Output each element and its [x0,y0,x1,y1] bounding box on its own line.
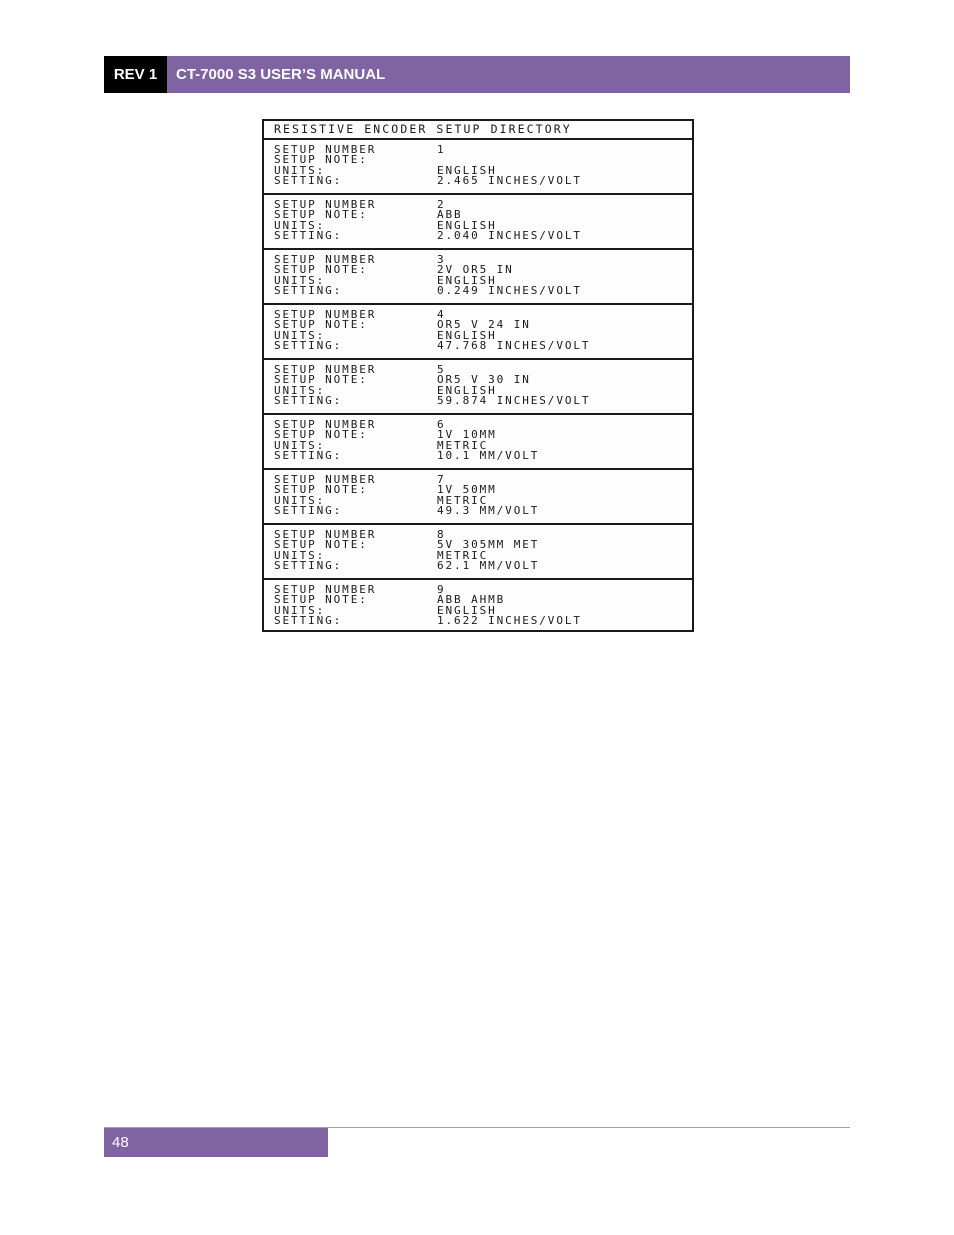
units-value: METRIC [437,493,489,507]
setup-number-value: 3 [437,253,446,266]
setup-block [264,415,692,470]
page-number: 48 [104,1128,328,1157]
setting-label: SETTING: [274,173,343,187]
setup-note-value: 1V 10MM [437,428,497,442]
units-value: ENGLISH [437,328,497,342]
units-label: UNITS: [274,163,326,177]
setup-number-value: 7 [437,473,446,486]
setting-value: 0.249 INCHES/VOLT [437,283,582,297]
setting-line [274,283,692,297]
units-value: ENGLISH [437,383,497,397]
units-value: METRIC [437,438,489,452]
units-label: UNITS: [274,438,326,452]
setup-block [264,525,692,580]
units-label: UNITS: [274,493,326,507]
setup-block [264,140,692,195]
setting-label: SETTING: [274,393,343,407]
manual-title: CT-7000 S3 USER’S MANUAL [167,56,850,93]
setup-number-value: 9 [437,583,446,596]
setup-number-value: 2 [437,198,446,211]
setting-value: 49.3 MM/VOLT [437,503,540,517]
setting-label: SETTING: [274,613,343,627]
setting-label: SETTING: [274,503,343,517]
setup-note-value: 2V OR5 IN [437,263,514,277]
units-label: UNITS: [274,548,326,562]
setup-list [264,140,692,635]
units-value: METRIC [437,548,489,562]
setup-note-value: ABB [437,208,463,222]
setup-block [264,580,692,635]
setup-number-label: SETUP NUMBER [274,418,377,431]
setup-note-value: OR5 V 24 IN [437,318,531,332]
setting-value: 1.622 INCHES/VOLT [437,613,582,627]
setting-line [274,503,692,517]
setup-number-value: 6 [437,418,446,431]
setting-line [274,228,692,242]
units-value: ENGLISH [437,603,497,617]
setting-value: 47.768 INCHES/VOLT [437,338,591,352]
setting-value: 2.040 INCHES/VOLT [437,228,582,242]
setup-note-label: SETUP NOTE: [274,428,368,442]
setup-number-label: SETUP NUMBER [274,308,377,321]
setting-value: 2.465 INCHES/VOLT [437,173,582,187]
setup-block [264,305,692,360]
setting-value: 59.874 INCHES/VOLT [437,393,591,407]
setup-number-value: 8 [437,528,446,541]
setting-line [274,393,692,407]
units-value: ENGLISH [437,218,497,232]
setting-label: SETTING: [274,558,343,572]
units-label: UNITS: [274,603,326,617]
setup-number-label: SETUP NUMBER [274,473,377,486]
encoder-setup-printout [262,119,694,632]
setup-number-value: 1 [437,143,446,156]
setup-number-label: SETUP NUMBER [274,143,377,156]
setting-value: 62.1 MM/VOLT [437,558,540,572]
setup-block [264,195,692,250]
setup-note-label: SETUP NOTE: [274,483,368,497]
setup-number-label: SETUP NUMBER [274,583,377,596]
setup-note-label: SETUP NOTE: [274,538,368,552]
setup-number-label: SETUP NUMBER [274,253,377,266]
setting-line [274,448,692,462]
setting-value: 10.1 MM/VOLT [437,448,540,462]
setting-line [274,338,692,352]
setup-note-label: SETUP NOTE: [274,318,368,332]
setting-label: SETTING: [274,448,343,462]
setup-note-label: SETUP NOTE: [274,153,368,167]
setup-note-value: OR5 V 30 IN [437,373,531,387]
setup-number-label: SETUP NUMBER [274,528,377,541]
setting-label: SETTING: [274,283,343,297]
setup-block [264,360,692,415]
setting-line [274,173,692,187]
setup-note-label: SETUP NOTE: [274,208,368,222]
setting-line [274,558,692,572]
setting-line [274,613,692,627]
units-label: UNITS: [274,218,326,232]
setup-number-value: 4 [437,308,446,321]
setup-note-value: 5V 305MM MET [437,538,540,552]
revision-label: REV 1 [104,56,167,93]
setup-note-label: SETUP NOTE: [274,373,368,387]
setting-label: SETTING: [274,338,343,352]
units-value: ENGLISH [437,163,497,177]
units-label: UNITS: [274,328,326,342]
setup-number-label: SETUP NUMBER [274,198,377,211]
setting-label: SETTING: [274,228,343,242]
page-header [104,56,850,93]
setup-block [264,470,692,525]
units-value: ENGLISH [437,273,497,287]
setup-note-label: SETUP NOTE: [274,593,368,607]
setup-number-label: SETUP NUMBER [274,363,377,376]
setup-note-value: ABB AHMB [437,593,506,607]
setup-block [264,250,692,305]
printout-title: RESISTIVE ENCODER SETUP DIRECTORY [264,121,692,140]
setup-number-value: 5 [437,363,446,376]
units-label: UNITS: [274,273,326,287]
units-label: UNITS: [274,383,326,397]
setup-note-value: 1V 50MM [437,483,497,497]
setup-note-label: SETUP NOTE: [274,263,368,277]
